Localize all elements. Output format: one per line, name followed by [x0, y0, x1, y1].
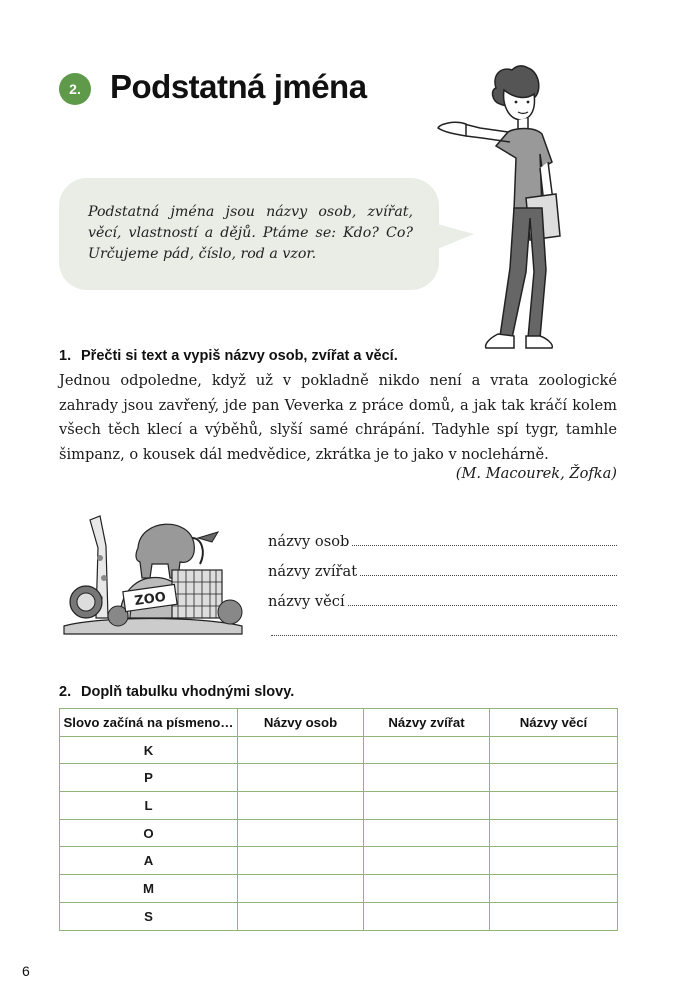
row-letter: L: [60, 792, 238, 820]
answer-line-label: názvy osob: [268, 533, 350, 550]
page-title: Podstatná jména: [110, 68, 367, 105]
answer-dotted-line[interactable]: [348, 605, 617, 606]
answer-line-things[interactable]: [268, 588, 617, 610]
info-bubble-text: Podstatná jména jsou názvy osob, zvířat, věcí, vlastností a dějů. Ptáme se: Kdo? Co? Určujeme pád, číslo, rod a vzor.: [88, 204, 413, 262]
answer-cell[interactable]: [364, 819, 490, 847]
table-header-letter: Slovo začíná na písmeno…: [60, 709, 238, 737]
answer-dotted-line[interactable]: [360, 575, 617, 576]
answer-dotted-line[interactable]: [271, 635, 617, 636]
answer-cell[interactable]: [364, 736, 490, 764]
answer-cell[interactable]: [238, 792, 364, 820]
row-letter: S: [60, 902, 238, 930]
fill-in-table: [59, 708, 618, 931]
table-row: [60, 875, 618, 903]
table-row: [60, 847, 618, 875]
answer-cell[interactable]: [490, 736, 618, 764]
answer-dotted-line[interactable]: [352, 545, 617, 546]
answer-cell[interactable]: [490, 902, 618, 930]
row-letter: A: [60, 847, 238, 875]
row-letter: P: [60, 764, 238, 792]
table-row: [60, 792, 618, 820]
table-row: [60, 819, 618, 847]
answer-cell[interactable]: [490, 764, 618, 792]
answer-cell[interactable]: [238, 875, 364, 903]
answer-cell[interactable]: [238, 764, 364, 792]
table-header-row: [60, 709, 618, 737]
row-letter: M: [60, 875, 238, 903]
page-number: 6: [22, 963, 30, 979]
table-header-things: Názvy věcí: [490, 709, 618, 737]
answer-cell[interactable]: [490, 819, 618, 847]
zoo-sign-text: ZOO: [133, 589, 167, 610]
answer-cell[interactable]: [364, 792, 490, 820]
table-header-persons: Názvy osob: [238, 709, 364, 737]
table-row: [60, 902, 618, 930]
answer-cell[interactable]: [490, 875, 618, 903]
answer-cell[interactable]: [238, 736, 364, 764]
zoo-gate-illustration: [60, 508, 245, 638]
answer-cell[interactable]: [364, 847, 490, 875]
table-header-animals: Názvy zvířat: [364, 709, 490, 737]
task2-instruction-text: Doplň tabulku vhodnými slovy.: [81, 684, 295, 700]
section-number-badge: 2.: [59, 73, 91, 105]
task1-instruction: [59, 348, 398, 364]
task1-source: (M. Macourek, Žofka): [455, 465, 617, 482]
answer-line-label: názvy zvířat: [268, 563, 358, 580]
task1-instruction-text: Přečti si text a vypiš názvy osob, zvířat a věcí.: [81, 348, 398, 364]
answer-cell[interactable]: [490, 847, 618, 875]
row-letter: O: [60, 819, 238, 847]
answer-cell[interactable]: [364, 875, 490, 903]
row-letter: K: [60, 736, 238, 764]
boy-pointing-illustration: [430, 58, 580, 358]
task2-number: 2.: [59, 684, 72, 700]
task1-number: 1.: [59, 348, 72, 364]
answer-cell[interactable]: [238, 819, 364, 847]
answer-cell[interactable]: [364, 764, 490, 792]
table-row: [60, 736, 618, 764]
answer-line-persons[interactable]: [268, 528, 617, 550]
answer-cell[interactable]: [238, 847, 364, 875]
answer-cell[interactable]: [364, 902, 490, 930]
answer-line-label: názvy věcí: [268, 593, 345, 610]
task1-passage: Jednou odpoledne, když už v pokladně nikdo není a vrata zoologické zahrady jsou zavřený, jde pan Veverka z práce domů, a jak tak kráčí kolem všech těch klecí a výběhů, slyší samé chrápání. Tadyhle spí tygr, tamhle šimpanz, o kousek dál medvědice, zkrátka je to jako v noclehárně.: [59, 372, 617, 463]
answer-line-animals[interactable]: [268, 558, 617, 580]
answer-cell[interactable]: [238, 902, 364, 930]
answer-line-extra[interactable]: [268, 618, 617, 640]
answer-cell[interactable]: [490, 792, 618, 820]
table-row: [60, 764, 618, 792]
task2-instruction: [59, 684, 294, 700]
